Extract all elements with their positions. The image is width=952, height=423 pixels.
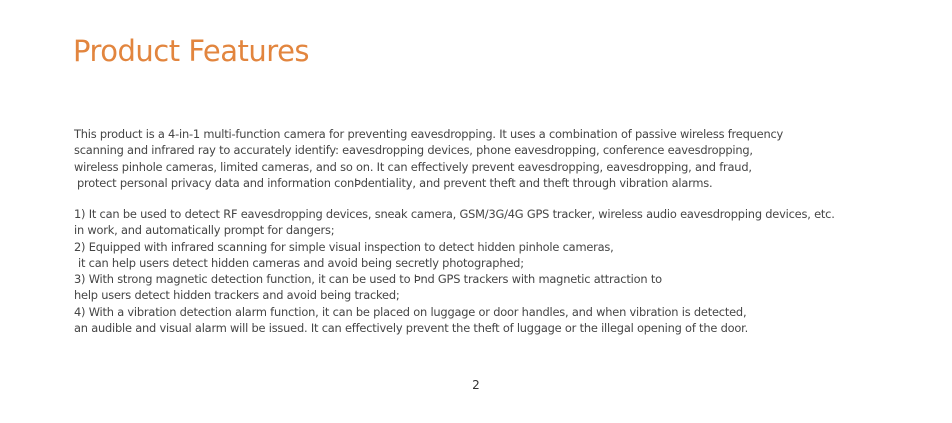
intro-paragraph: [74, 126, 783, 191]
feature-line: it can help users detect hidden cameras and avoid being secretly photographed;: [78, 255, 524, 270]
page-title: Product Features: [73, 34, 310, 68]
feature-line: in work, and automatically prompt for dangers;: [74, 223, 335, 238]
feature-line: help users detect hidden trackers and avoid being tracked;: [74, 288, 400, 303]
feature-line: an audible and visual alarm will be issued. It can effectively prevent the theft of luggage or the illegal opening of the door.: [74, 321, 748, 336]
page-number: 2: [472, 378, 480, 392]
intro-line: This product is a 4-in-1 multi-function camera for preventing eavesdropping. It uses a combination of passive wireless frequency: [74, 127, 784, 141]
intro-line: protect personal privacy data and information conÞdentiality, and prevent theft and theft through vibration alarms.: [77, 175, 713, 190]
feature-line: 2) Equipped with infrared scanning for simple visual inspection to detect hidden pinhole cameras,: [74, 239, 614, 254]
feature-line: 3) With strong magnetic detection function, it can be used to Þnd GPS trackers with magnetic attraction to: [74, 272, 662, 287]
intro-line: scanning and infrared ray to accurately identify: eavesdropping devices, phone eavesdropping, conference eavesdropping,: [74, 143, 753, 158]
feature-line: 1) It can be used to detect RF eavesdropping devices, sneak camera, GSM/3G/4G GPS tracker, wireless audio eavesdropping devices, etc.: [74, 207, 835, 221]
feature-list: [74, 206, 835, 336]
intro-line: wireless pinhole cameras, limited cameras, and so on. It can effectively prevent eavesdropping, eavesdropping, and fraud,: [74, 159, 752, 174]
feature-line: 4) With a vibration detection alarm function, it can be placed on luggage or door handles, and when vibration is detected,: [74, 304, 747, 319]
